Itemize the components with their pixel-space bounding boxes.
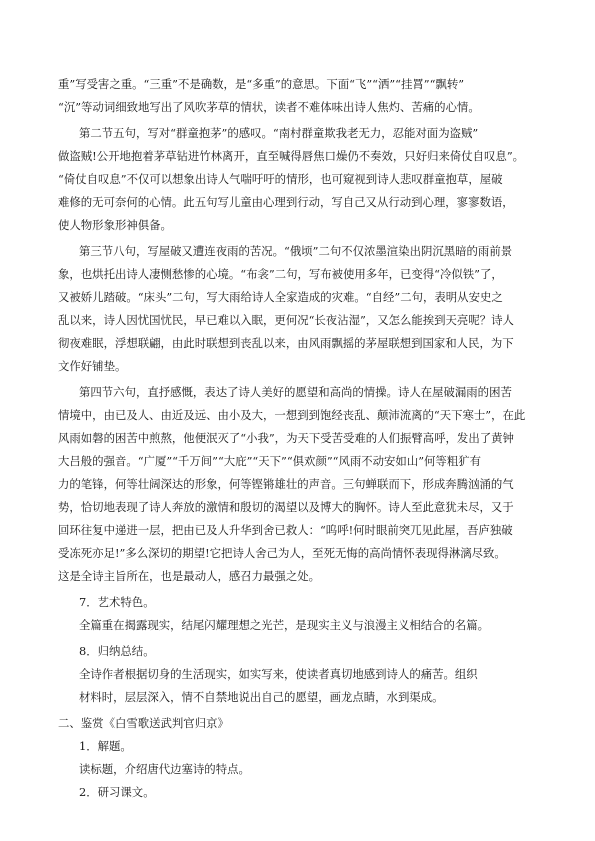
body-line: 做盗贼!公开地抱着茅草钻进竹林离开，直至喊得唇焦口燥仍不奏效，只好归来倚仗自叹息”。: [58, 149, 525, 163]
section-heading: 8．归纳总结。: [79, 644, 155, 658]
section-heading: 二、鉴赏《白雪歌送武判官归京》: [58, 716, 229, 730]
body-line: 文作好铺垫。: [58, 359, 127, 373]
body-line: 使人物形象形神俱备。: [58, 218, 172, 232]
body-line: 这是全诗主旨所在，也是最动人，感召力最强之处。: [58, 569, 320, 583]
body-line: 彻夜难眠，浮想联翩，由此时联想到丧乱以来，由风雨飘摇的茅屋联想到国家和人民，为下: [58, 336, 514, 350]
body-line: 全篇重在揭露现实，结尾闪耀理想之光芒，是现实主义与浪漫主义相结合的名篇。: [79, 618, 490, 632]
body-line: 势，恰切地表现了诗人奔放的激情和殷切的渴望以及博大的胸怀。诗人至此意犹未尽，又于: [58, 500, 514, 514]
body-line: 风雨如磐的困苦中煎熬，他便泯灭了“小我”，为天下受苦受难的人们振臂高呼，发出了黄钟: [58, 431, 514, 445]
section-heading: 1．解题。: [79, 739, 132, 753]
body-line: 读标题，介绍唐代边塞诗的特点。: [79, 762, 250, 776]
body-line: 回环往复中递进一层，把由已及人升华到舍已救人：“呜呼!何时眼前突兀见此屋，吾庐独破: [58, 523, 513, 537]
body-line: 第四节六句，直抒感慨，表达了诗人美好的愿望和高尚的情操。诗人在屋破漏雨的困苦: [79, 385, 512, 399]
body-line: 重”写受害之重。“三重”不是确数，是“多重”的意思。下面“飞”“洒”“挂罥”“飘转”: [58, 77, 465, 91]
body-line: 乱以来，诗人因忧国忧民，早已难以入眠，更何况“长夜沾湿”，又怎么能挨到天亮呢？诗人: [58, 313, 514, 327]
section-heading: 7．艺术特色。: [79, 595, 155, 609]
body-line: 象，也烘托出诗人凄恻愁惨的心境。“布衾”二句，写布被使用多年，已变得“冷似铁”了，: [58, 267, 503, 281]
body-line: 材料时，层层深入，情不自禁地说出自己的愿望，画龙点睛，水到渠成。: [79, 690, 444, 704]
body-line: 力的笔锋，何等壮阔深达的形象，何等铿锵雄壮的声音。三句蝉联而下，形成奔腾汹涌的气: [58, 477, 514, 491]
body-line: 情境中，由已及人、由近及远、由小及大，一想到到饱经丧乱、颠沛流离的“天下寒士”，在此: [58, 408, 526, 422]
body-line: 又被娇儿踏破。“床头”二句，写大雨给诗人全家造成的灾难。“自经”二句，表明从安史之: [58, 290, 503, 304]
body-line: 大吕般的强音。“广厦”“千万间”“大庇”“天下”“俱欢颜”“风雨不动安如山”何等粗犷有: [58, 454, 481, 468]
body-line: “沉”等动词细致地写出了风吹茅草的情状，读者不难体味出诗人焦灼、苦痛的心情。: [58, 100, 480, 114]
body-line: 第三节八句，写屋破又遭连夜雨的苦况。“俄顷”二句不仅浓墨渲染出阴沉黑暗的雨前景: [79, 244, 513, 258]
body-line: 难修的无可奈何的心情。此五句写儿童由心理到行动，写自己又从行动到心理，寥寥数语，: [58, 195, 514, 209]
body-line: 全诗作者根据切身的生活现实，如实写来，使读者真切地感到诗人的痛苦。组织: [79, 667, 478, 681]
body-line: 第二节五句，写对“群童抱茅”的感叹。“南村群童欺我老无力，忍能对面为盗贼”: [79, 126, 479, 140]
body-line: 受冻死亦足!”多么深切的期望!它把诗人舍己为人，至死无悔的高尚情怀表现得淋漓尽致。: [58, 546, 506, 560]
section-heading: 2．研习课文。: [79, 785, 155, 799]
body-line: “倚仗自叹息”不仅可以想象出诗人气喘吁吁的情形，也可窥视到诗人悲叹群童抱草，屋破: [58, 172, 503, 186]
